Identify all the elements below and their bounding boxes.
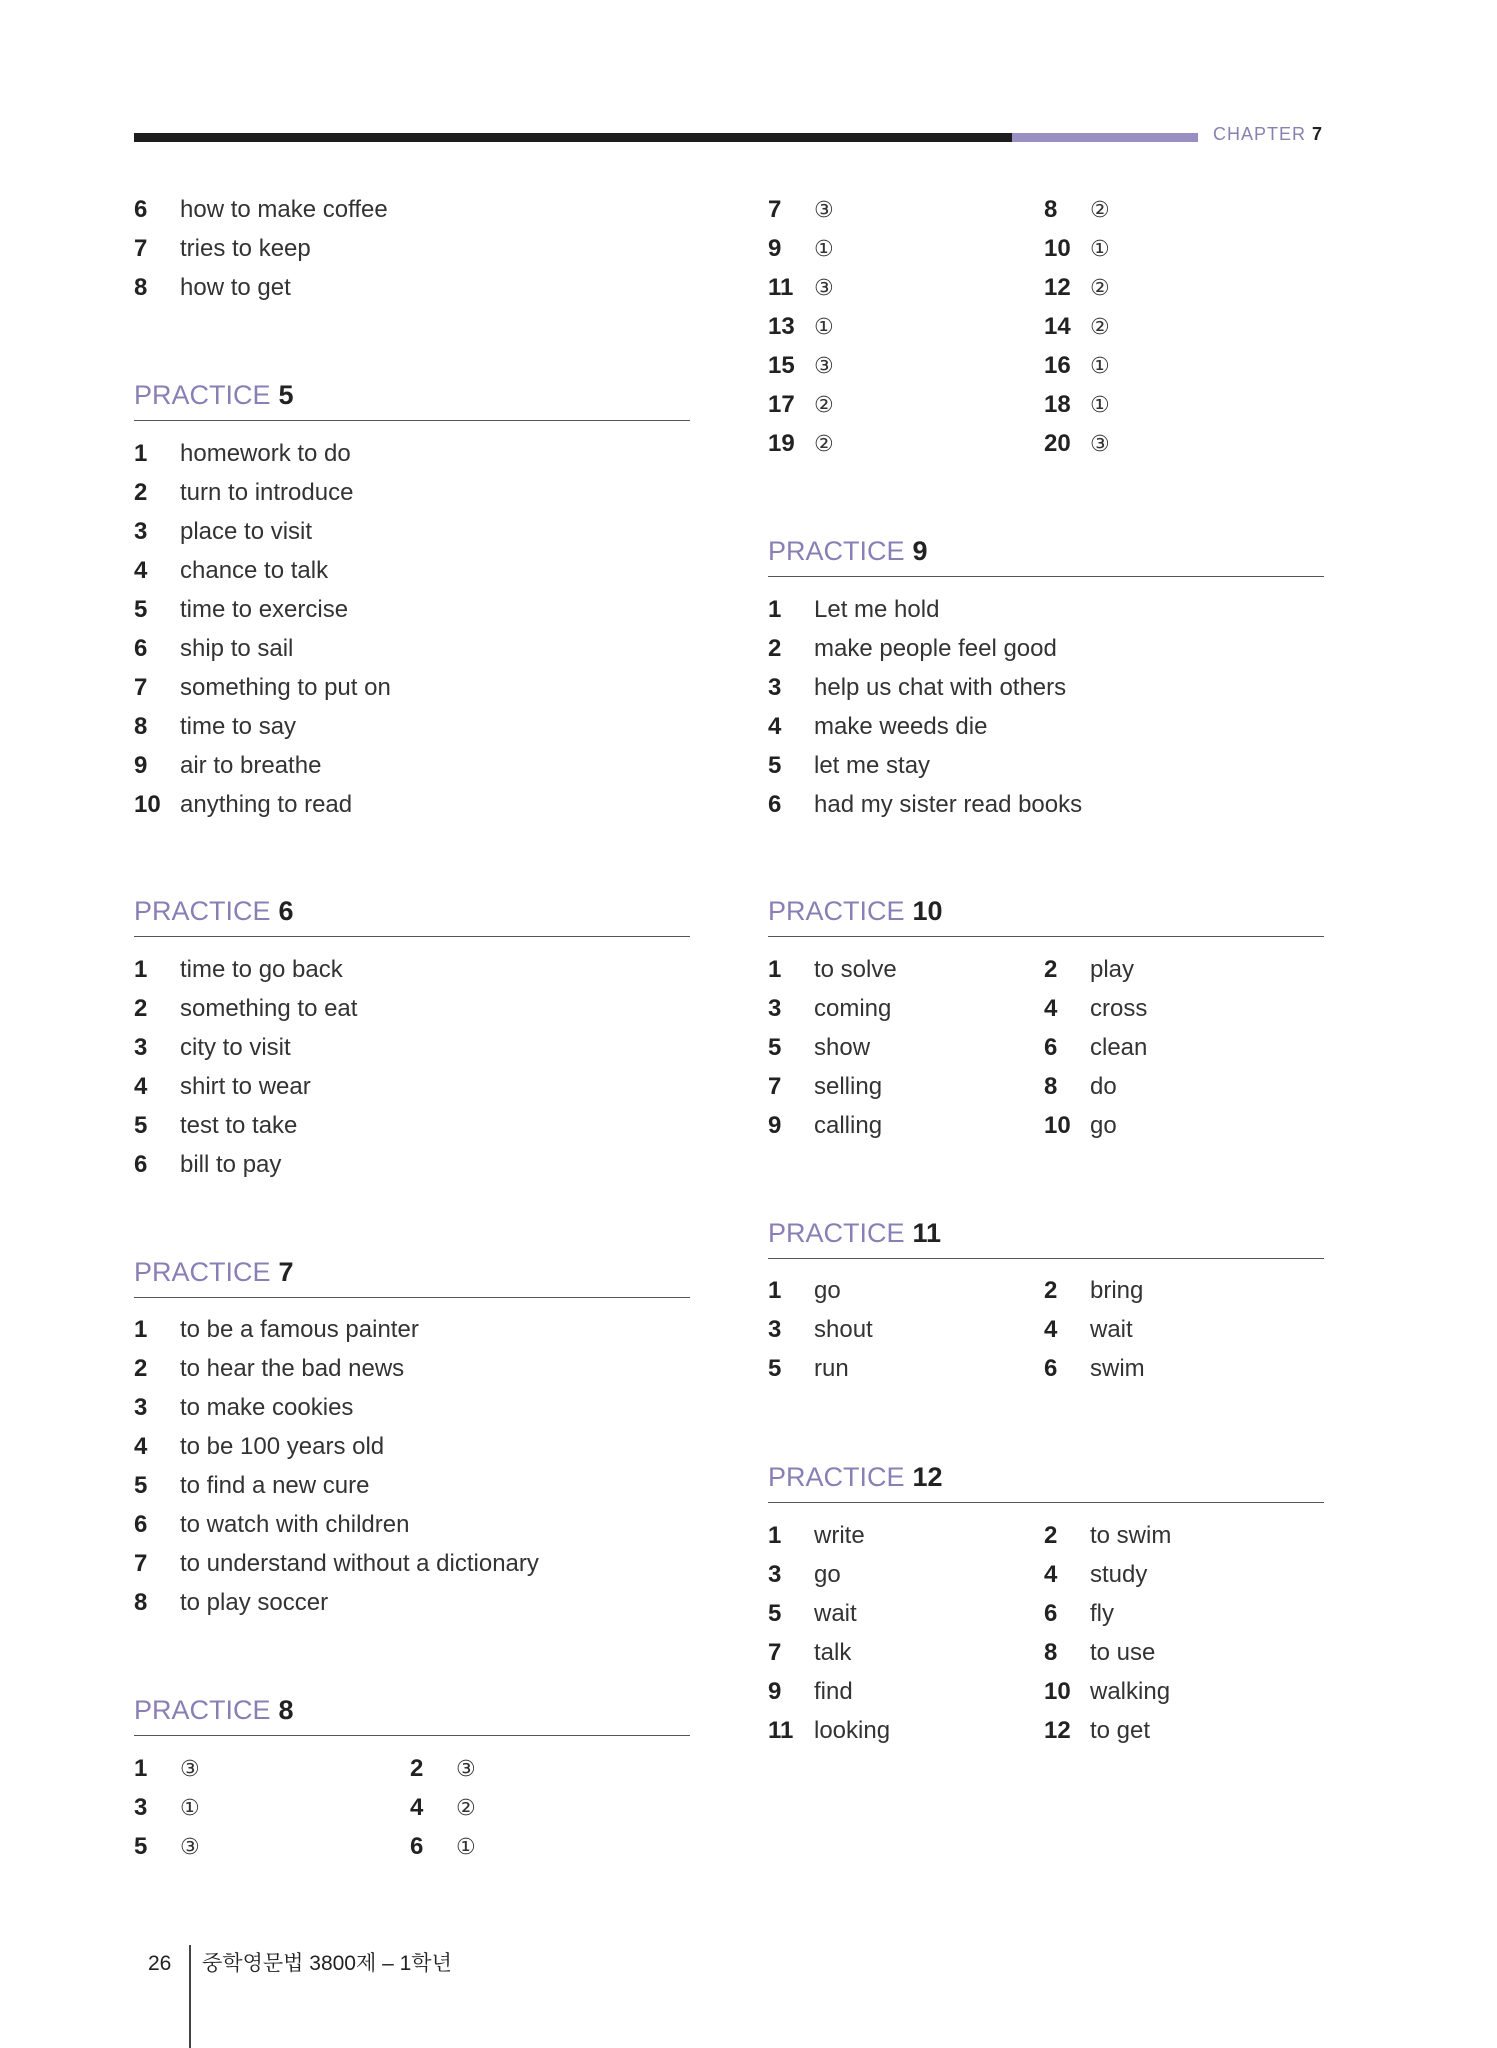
list-item: 4 make weeds die: [768, 713, 988, 740]
page-footer: [148, 1947, 452, 1977]
list-item: 3 go 4 study: [768, 1561, 1148, 1588]
list-item: 10 anything to read: [134, 791, 353, 818]
page-number: 26: [148, 1952, 172, 1975]
list-item: 1 write 2 to swim: [768, 1522, 1172, 1549]
list-item: 8 to play soccer: [134, 1589, 329, 1616]
list-item: 8 time to say: [134, 713, 297, 740]
list-item: 7 selling 8 do: [768, 1073, 1117, 1100]
list-item: 4 shirt to wear: [134, 1073, 311, 1100]
list-item: 1 Let me hold: [768, 596, 940, 623]
chapter-rule-accent: [1012, 133, 1198, 142]
practice11-answers: [768, 1271, 1324, 1388]
answers-practice4-continued: [134, 190, 388, 307]
list-item: 4 chance to talk: [134, 557, 329, 584]
list-item: 3 city to visit: [134, 1034, 291, 1061]
list-item: 17 ② 18 ①: [768, 391, 1110, 418]
practice12-answers: [768, 1516, 1324, 1750]
list-item: 5 ③ 6 ①: [134, 1833, 476, 1860]
list-item: 1 homework to do: [134, 440, 351, 467]
list-item: 6 ship to sail: [134, 635, 294, 662]
book-title: 중학영문법 3800제 – 1학년: [202, 1952, 452, 1975]
practice9-answers: [768, 590, 1082, 824]
list-item: 7 ③ 8 ②: [768, 196, 1110, 223]
list-item: 13 ① 14 ②: [768, 313, 1110, 340]
chapter-label: [1213, 124, 1323, 145]
practice6-heading: PRACTICE 6: [134, 896, 690, 937]
practice9-heading: PRACTICE 9: [768, 536, 1324, 577]
list-item: 7 talk 8 to use: [768, 1639, 1156, 1666]
list-item: 9 find 10 walking: [768, 1678, 1171, 1705]
practice10-answers: [768, 950, 1324, 1145]
list-item: 19 ② 20 ③: [768, 430, 1110, 457]
list-item: 9 air to breathe: [134, 752, 322, 779]
list-item: 2 make people feel good: [768, 635, 1057, 662]
list-item: 5 to find a new cure: [134, 1472, 370, 1499]
practice10-heading: PRACTICE 10: [768, 896, 1324, 937]
list-item: 9 calling 10 go: [768, 1112, 1117, 1139]
chapter-number: 7: [1312, 124, 1324, 144]
list-item: 3 to make cookies: [134, 1394, 354, 1421]
list-item: 1 to solve 2 play: [768, 956, 1135, 983]
list-item: 2 turn to introduce: [134, 479, 354, 506]
list-item: 1 to be a famous painter: [134, 1316, 419, 1343]
list-item: 1 ③ 2 ③: [134, 1755, 476, 1782]
list-item: 9 ① 10 ①: [768, 235, 1110, 262]
list-item: 5 time to exercise: [134, 596, 349, 623]
list-item: 7 to understand without a dictionary: [134, 1550, 539, 1577]
list-item: 6 bill to pay: [134, 1151, 282, 1178]
chapter-rule-dark: [134, 133, 1012, 142]
chapter-rule: [134, 133, 1198, 142]
list-item: 11 ③ 12 ②: [768, 274, 1110, 301]
list-item: 3 place to visit: [134, 518, 313, 545]
list-item: 6 to watch with children: [134, 1511, 410, 1538]
practice5-answers: [134, 434, 391, 824]
list-item: 5 wait 6 fly: [768, 1600, 1114, 1627]
practice12-heading: PRACTICE 12: [768, 1462, 1324, 1503]
list-item: 7 tries to keep: [134, 235, 311, 262]
list-item: 5 test to take: [134, 1112, 298, 1139]
list-item: 3 coming 4 cross: [768, 995, 1148, 1022]
list-item: 1 time to go back: [134, 956, 343, 983]
list-item: 3 ① 4 ②: [134, 1794, 476, 1821]
practice8-answers: [134, 1749, 690, 1866]
practice8-heading: PRACTICE 8: [134, 1695, 690, 1736]
list-item: 4 to be 100 years old: [134, 1433, 385, 1460]
list-item: 1 go 2 bring: [768, 1277, 1144, 1304]
list-item: 2 to hear the bad news: [134, 1355, 405, 1382]
list-item: 6 how to make coffee: [134, 196, 388, 223]
list-item: 7 something to put on: [134, 674, 391, 701]
practice7-answers: [134, 1310, 539, 1622]
list-item: 5 show 6 clean: [768, 1034, 1148, 1061]
answers-practice8-continued: [768, 190, 1324, 463]
list-item: 15 ③ 16 ①: [768, 352, 1110, 379]
list-item: 11 looking 12 to get: [768, 1717, 1151, 1744]
list-item: 3 help us chat with others: [768, 674, 1067, 701]
practice11-heading: PRACTICE 11: [768, 1218, 1324, 1259]
practice7-heading: PRACTICE 7: [134, 1257, 690, 1298]
list-item: 8 how to get: [134, 274, 291, 301]
chapter-label-text: CHAPTER: [1213, 124, 1307, 144]
list-item: 6 had my sister read books: [768, 791, 1083, 818]
practice5-heading: PRACTICE 5: [134, 380, 690, 421]
practice6-answers: [134, 950, 357, 1184]
list-item: 5 run 6 swim: [768, 1355, 1145, 1382]
list-item: 2 something to eat: [134, 995, 358, 1022]
list-item: 5 let me stay: [768, 752, 931, 779]
list-item: 3 shout 4 wait: [768, 1316, 1133, 1343]
